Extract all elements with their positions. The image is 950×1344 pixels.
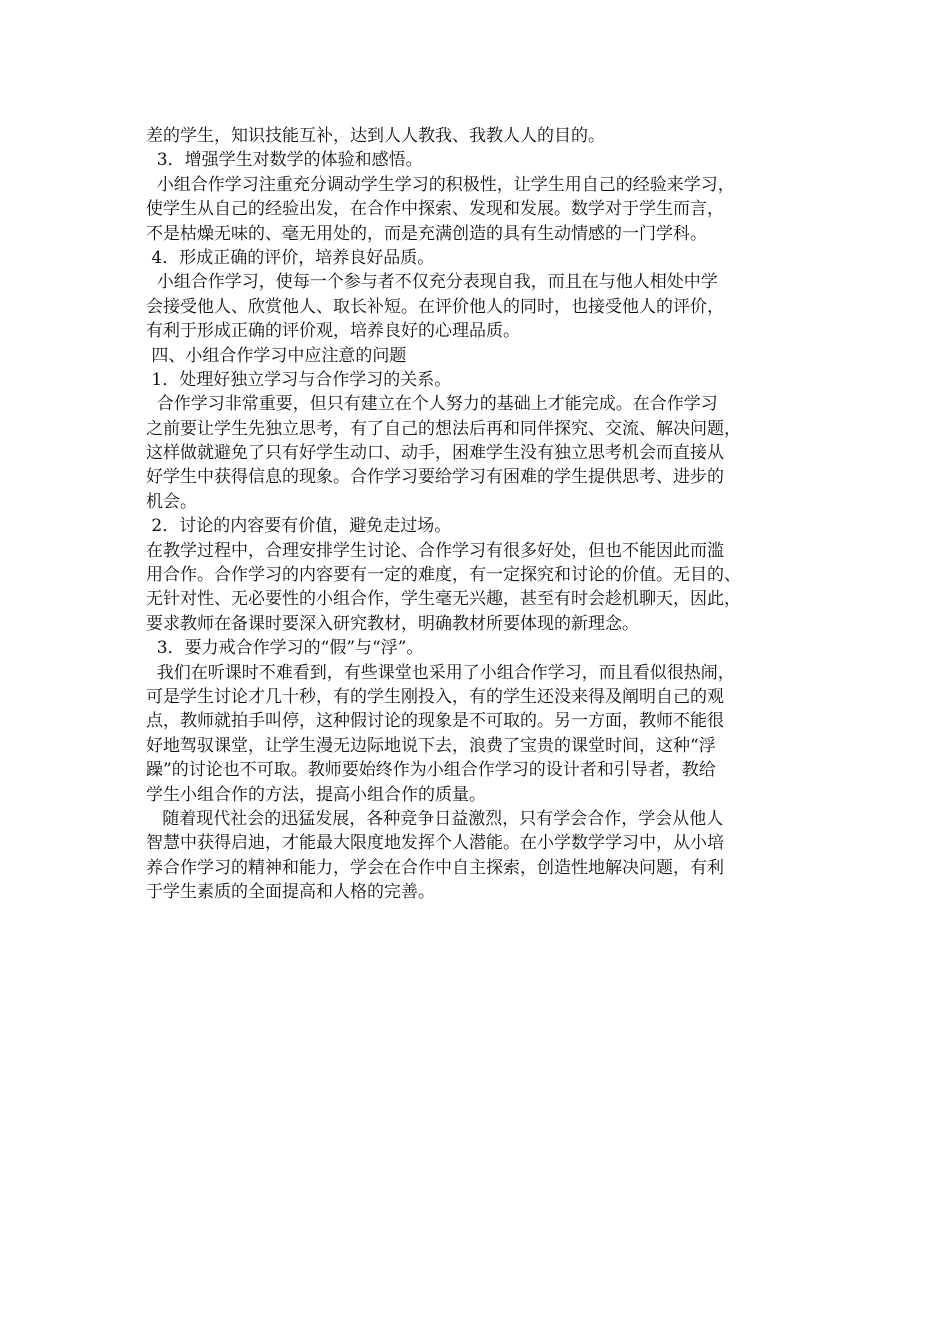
text-line: 学生小组合作的方法，提高小组合作的质量。 xyxy=(146,784,486,805)
section-heading: 2．讨论的内容要有价值，避免走过场。 xyxy=(146,516,452,537)
text-line: 机会。 xyxy=(146,491,197,512)
text-line: 不是枯燥无味的、毫无用处的，而是充满创造的具有生动情感的一门学科。 xyxy=(146,223,707,244)
text-line: 这样做就避免了只有好学生动口、动手，困难学生没有独立思考机会而直接从 xyxy=(146,443,724,464)
chapter-heading: 四、小组合作学习中应注意的问题 xyxy=(146,345,407,366)
section-heading: 3．要力戒合作学习的“假”与“浮”。 xyxy=(146,638,424,659)
text-line: 点，教师就拍手叫停，这种假讨论的现象是不可取的。另一方面，教师不能很 xyxy=(146,711,724,732)
text-line: 会接受他人、欣赏他人、取长补短。在评价他人的同时，也接受他人的评价， xyxy=(146,296,724,317)
text-line: 要求教师在备课时要深入研究教材，明确教材所要体现的新理念。 xyxy=(146,613,639,634)
text-line: 好地驾驭课堂，让学生漫无边际地说下去，浪费了宝贵的课堂时间，这种“浮 xyxy=(146,735,716,756)
text-line: 躁”的讨论也不可取。教师要始终作为小组合作学习的设计者和引导者，教给 xyxy=(146,760,716,781)
text-line: 可是学生讨论才几十秒，有的学生刚投入，有的学生还没来得及阐明自己的观 xyxy=(146,686,724,707)
text-line: 随着现代社会的迅猛发展，各种竞争日益激烈，只有学会合作，学会从他人 xyxy=(146,808,724,829)
section-heading: 3．增强学生对数学的体验和感悟。 xyxy=(146,150,423,171)
text-line: 在教学过程中，合理安排学生讨论、合作学习有很多好处，但也不能因此而滥 xyxy=(146,540,724,561)
text-line: 差的学生，知识技能互补，达到人人教我、我教人人的目的。 xyxy=(146,126,605,146)
document-body xyxy=(146,124,826,905)
text-line: 小组合作学习注重充分调动学生学习的积极性，让学生用自己的经验来学习， xyxy=(146,174,735,195)
text-line: 智慧中获得启迪，才能最大限度地发挥个人潜能。在小学数学学习中，从小培 xyxy=(146,833,724,854)
text-line: 有利于形成正确的评价观，培养良好的心理品质。 xyxy=(146,321,520,342)
section-heading: 1．处理好独立学习与合作学习的关系。 xyxy=(146,369,452,390)
text-line: 合作学习非常重要，但只有建立在个人努力的基础上才能完成。在合作学习 xyxy=(146,394,718,415)
text-line: 使学生从自己的经验出发，在合作中探索、发现和发展。数学对于学生而言， xyxy=(146,199,724,220)
text-line: 小组合作学习，使每一个参与者不仅充分表现自我，而且在与他人相处中学 xyxy=(146,272,718,293)
text-line: 养合作学习的精神和能力，学会在合作中自主探索，创造性地解决问题，有利 xyxy=(146,857,724,878)
text-line: 无针对性、无必要性的小组合作，学生毫无兴趣，甚至有时会趁机聊天，因此， xyxy=(146,589,741,610)
text-line: 于学生素质的全面提高和人格的完善。 xyxy=(146,882,435,903)
text-line: 之前要让学生先独立思考，有了自己的想法后再和同伴探究、交流、解决问题， xyxy=(146,418,741,439)
text-line: 用合作。合作学习的内容要有一定的难度，有一定探究和讨论的价值。无目的、 xyxy=(146,565,741,586)
text-line: 我们在听课时不难看到，有些课堂也采用了小组合作学习，而且看似很热闹， xyxy=(146,662,735,683)
section-heading: 4．形成正确的评价，培养良好品质。 xyxy=(146,247,435,268)
text-line: 好学生中获得信息的现象。合作学习要给学习有困难的学生提供思考、进步的 xyxy=(146,467,724,488)
